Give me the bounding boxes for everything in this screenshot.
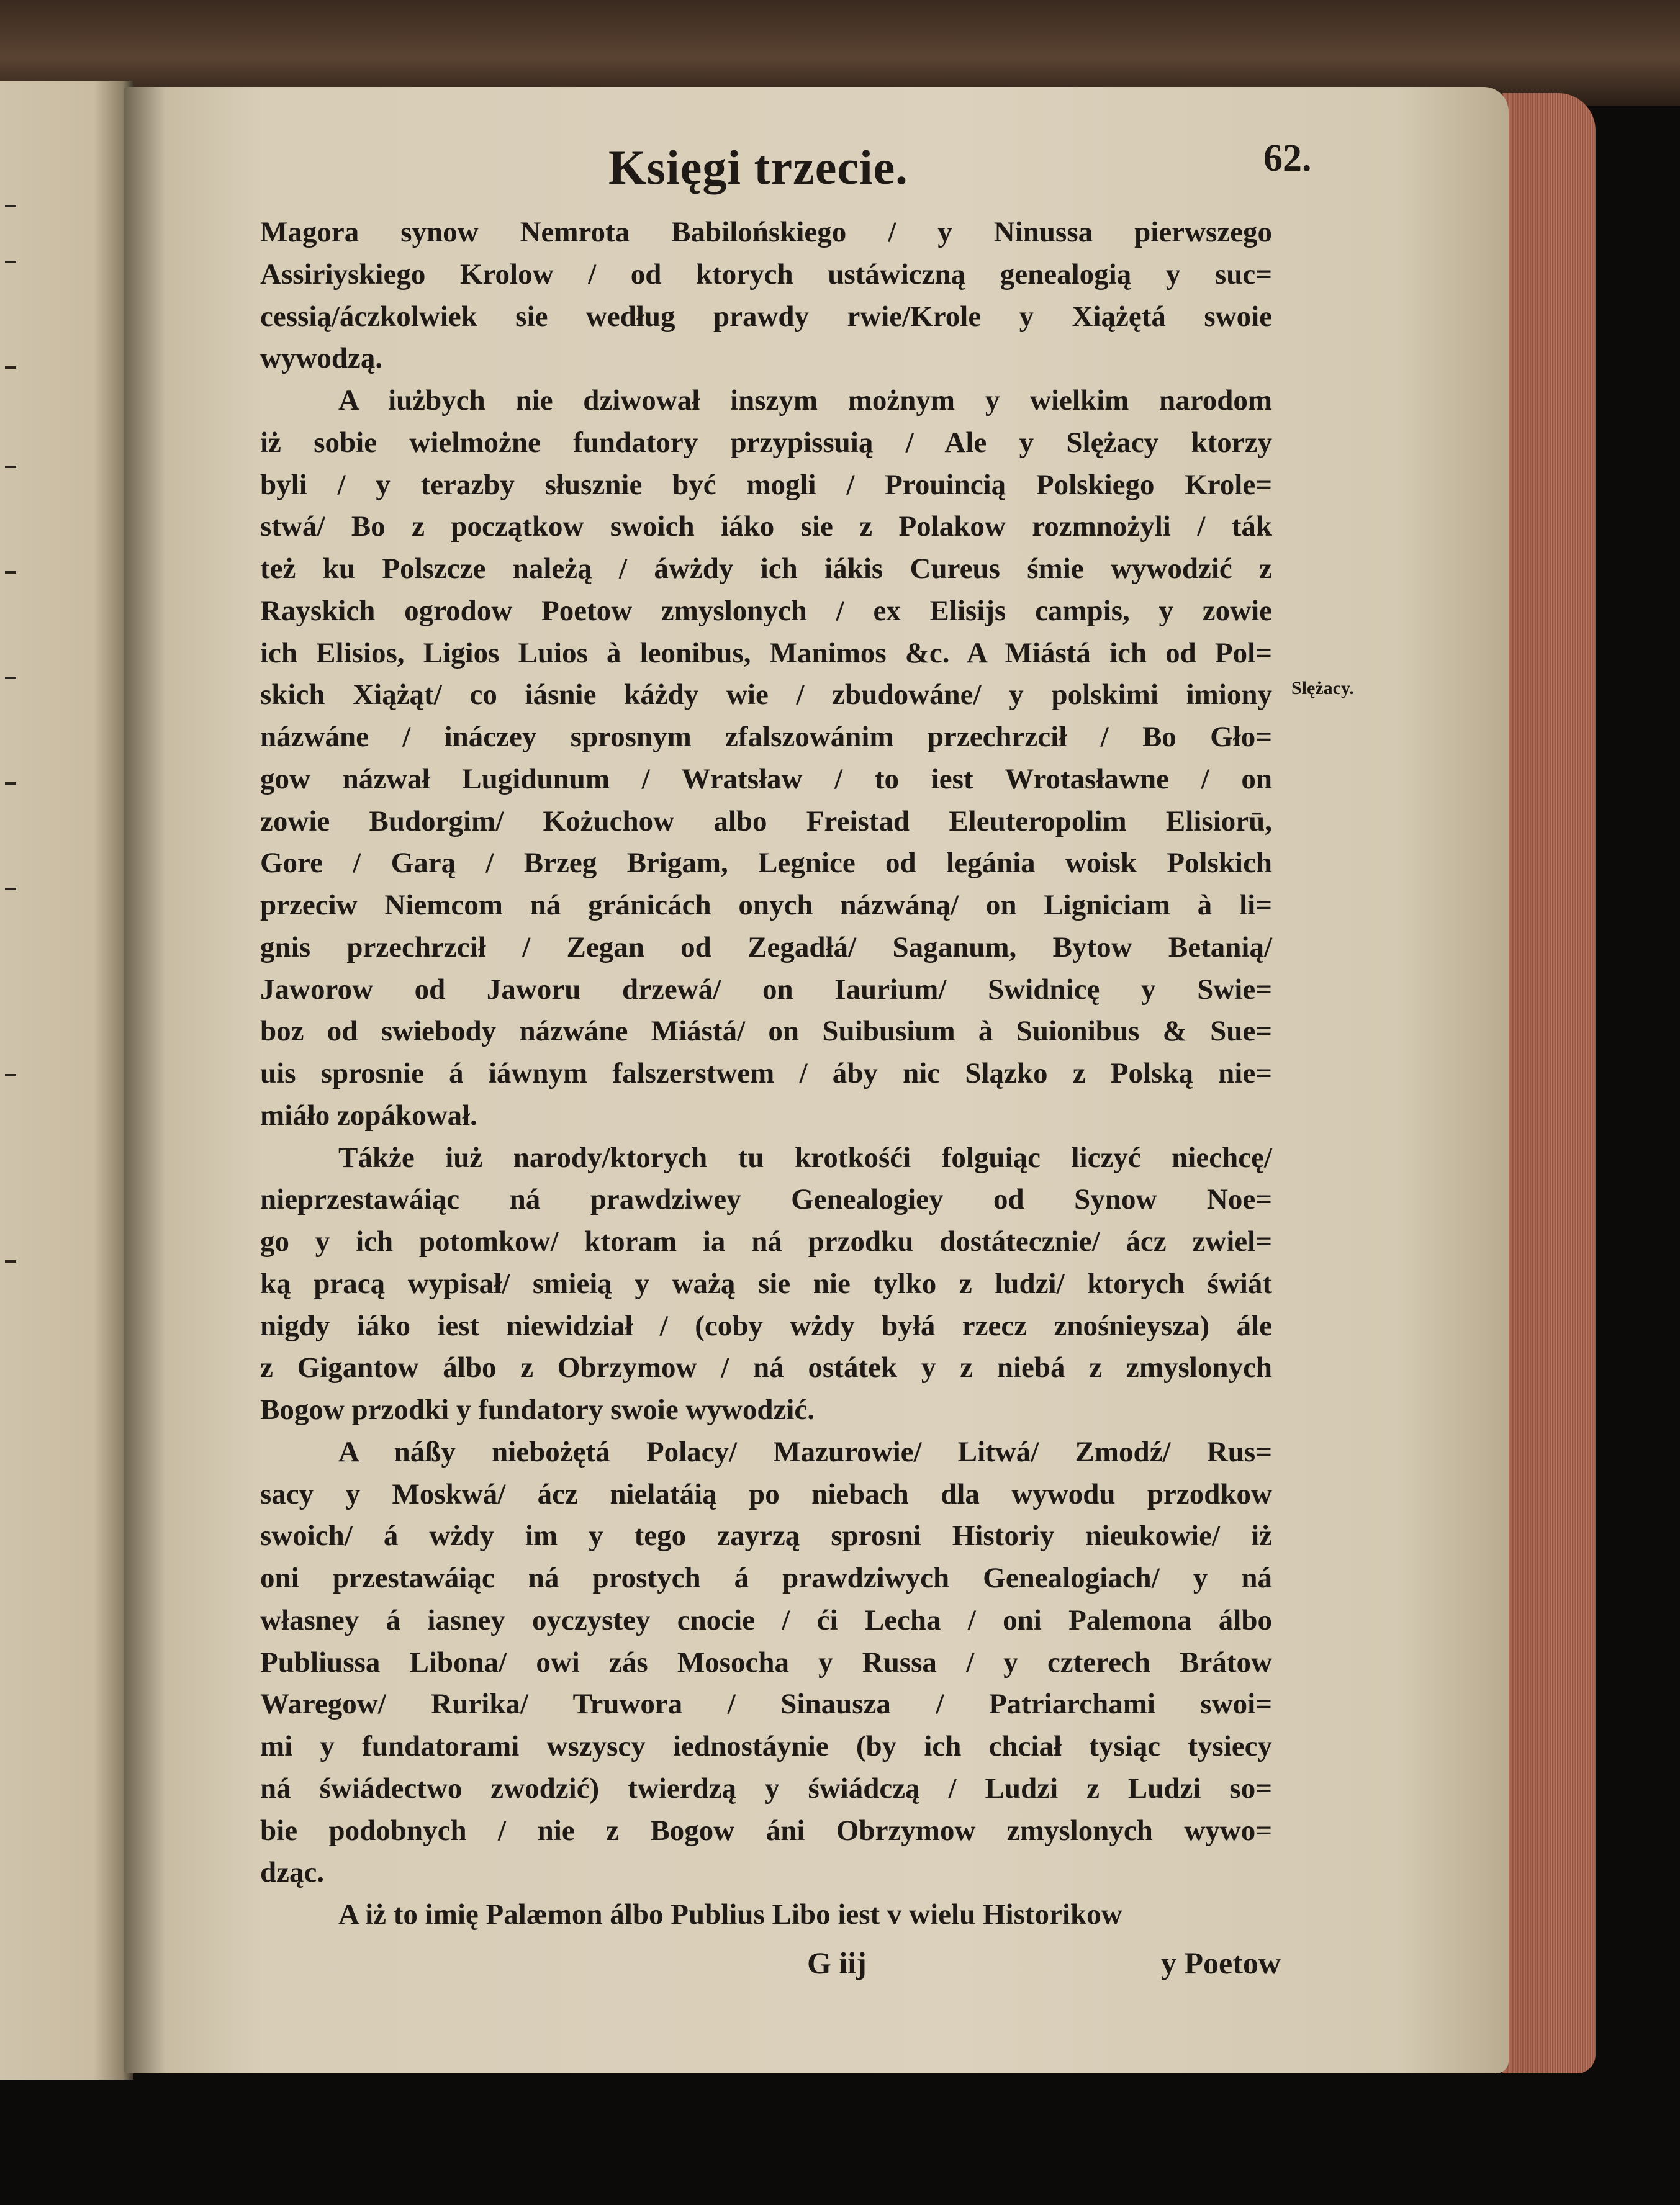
text-line: miáło zopákował. xyxy=(260,1099,477,1132)
text-line: gow názwał Lugidunum / Wratsław / to iest Wrotasławne / on xyxy=(260,762,1272,795)
text-line: dząc. xyxy=(260,1856,325,1889)
text-line: Rayskich ogrodow Poetow zmyslonych / ex Elisijs campis, y zowie xyxy=(260,594,1272,627)
text-line: swoich/ á wżdy im y tego zayrzą sprosni Historiy nieukowie/ iż xyxy=(260,1520,1272,1553)
text-line: iż sobie wielmożne fundatory przypissuią / Ale y Slężacy ktorzy xyxy=(260,426,1272,459)
text-line: gnis przechrzcił / Zegan od Zegadłá/ Saganum, Bytow Betanią/ xyxy=(260,931,1272,963)
text-line: wywodzą. xyxy=(260,342,383,375)
text-line: uis sprosnie á iáwnym falszerstwem / áby nic Slązko z Polską nie= xyxy=(260,1057,1272,1089)
text-line: byli / y terazby słusznie być mogli / Prouincią Polskiego Krole= xyxy=(260,468,1272,501)
text-line: názwáne / ináczey sprosnym zfalszowánim przechrzcił / Bo Gło= xyxy=(260,721,1272,753)
signature-mark: G iij xyxy=(807,1946,867,1980)
text-line: oni przestawáiąc ná prostych á prawdziwych Genealogiach/ y ná xyxy=(260,1562,1272,1594)
text-line: cessią/áczkolwiek sie według prawdy rwie/Krole y Xiążętá swoie xyxy=(260,300,1272,333)
text-line: Magora synow Nemrota Babilońskiego / y Ninussa pierwszego xyxy=(260,216,1272,248)
text-line: A náßy niebożętá Polacy/ Mazurowie/ Litwá/ Zmodź/ Rus= xyxy=(338,1435,1272,1468)
text-line: ich Elisios, Ligios Luios à leonibus, Manimos &c. A Miástá ich od Pol= xyxy=(260,636,1272,669)
text-line: stwá/ Bo z początkow swoich iáko sie z Polakow rozmnożyli / ták xyxy=(260,510,1272,543)
text-line: zowie Budorgim/ Kożuchow albo Freistad Eleuteropolim Elisiorū, xyxy=(260,805,1272,837)
text-line: Tákże iuż narody/ktorych tu krotkośći folguiąc liczyć niechcę/ xyxy=(338,1141,1272,1174)
text-line: ką pracą wypisał/ smieią y ważą sie nie tylko z ludzi/ ktorych świát xyxy=(260,1267,1272,1300)
text-line: Jaworow od Jaworu drzewá/ on Iaurium/ Swidnicę y Swie= xyxy=(260,973,1272,1006)
running-head: Księgi trzecie. xyxy=(608,140,908,194)
text-line: nigdy iáko iest niewidział / (coby wżdy byłá rzecz znośnieysza) ále xyxy=(260,1309,1272,1342)
text-line: też ku Polszcze należą / áwżdy ich iákis Cureus śmie wywodzić z xyxy=(260,552,1272,585)
text-line: bie podobnych / nie z Bogow áni Obrzymow zmyslonych wywo= xyxy=(260,1814,1272,1847)
text-line: przeciw Niemcom ná gránicách onych názwáną/ on Ligniciam à li= xyxy=(260,889,1272,921)
text-line: A iużbych nie dziwował inszym możnym y wielkim narodom xyxy=(338,384,1272,417)
text-line: nieprzestawáiąc ná prawdziwey Genealogiey od Synow Noe= xyxy=(260,1183,1272,1216)
text-line: mi y fundatorami wszyscy iednostáynie (by ich chciał tysiąc tysiecy xyxy=(260,1730,1272,1762)
page-edges-stack xyxy=(1502,93,1596,2073)
left-page-edge xyxy=(0,81,133,2080)
text-line: boz od swiebody názwáne Miástá/ on Suibusium à Suionibus & Sue= xyxy=(260,1015,1272,1048)
text-line: Waregow/ Rurika/ Truwora / Sinausza / Patriarchami swoi= xyxy=(260,1688,1272,1721)
text-line: Gore / Garą / Brzeg Brigam, Legnice od legánia woisk Polskich xyxy=(260,847,1272,880)
page-number: 62. xyxy=(1263,137,1312,179)
text-line: własney á iasney oyczystey cnocie / ći Lecha / oni Palemona álbo xyxy=(260,1603,1272,1636)
text-line: sacy y Moskwá/ ácz nielatáią po niebach dla wywodu przodkow xyxy=(260,1477,1272,1510)
left-page-text-fragments xyxy=(0,205,19,1322)
text-line: go y ich potomkow/ ktoram ia ná przodku dostátecznie/ ácz zwiel= xyxy=(260,1225,1272,1258)
text-line: Bogow przodki y fundatory swoie wywodzić. xyxy=(260,1394,815,1426)
text-line: A iż to imię Palæmon álbo Publius Libo iest v wielu Historikow xyxy=(338,1898,1122,1931)
text-line: skich Xiążąt/ co iásnie káżdy wie / zbudowáne/ y polskimi imiony xyxy=(260,679,1272,711)
margin-note: Slężacy. xyxy=(1291,678,1354,698)
text-line: Publiussa Libona/ owi zás Mosocha y Russa / y czterech Brátow xyxy=(260,1646,1272,1679)
catchword: y Poetow xyxy=(1161,1946,1281,1980)
text-line: z Gigantow álbo z Obrzymow / ná ostátek y z niebá z zmyslonych xyxy=(260,1351,1272,1384)
text-line: ná świádectwo zwodzić) twierdzą y świádczą / Ludzi z Ludzi so= xyxy=(260,1772,1272,1805)
text-line: Assiriyskiego Krolow / od ktorych ustáwiczną genealogią y suc= xyxy=(260,258,1272,291)
